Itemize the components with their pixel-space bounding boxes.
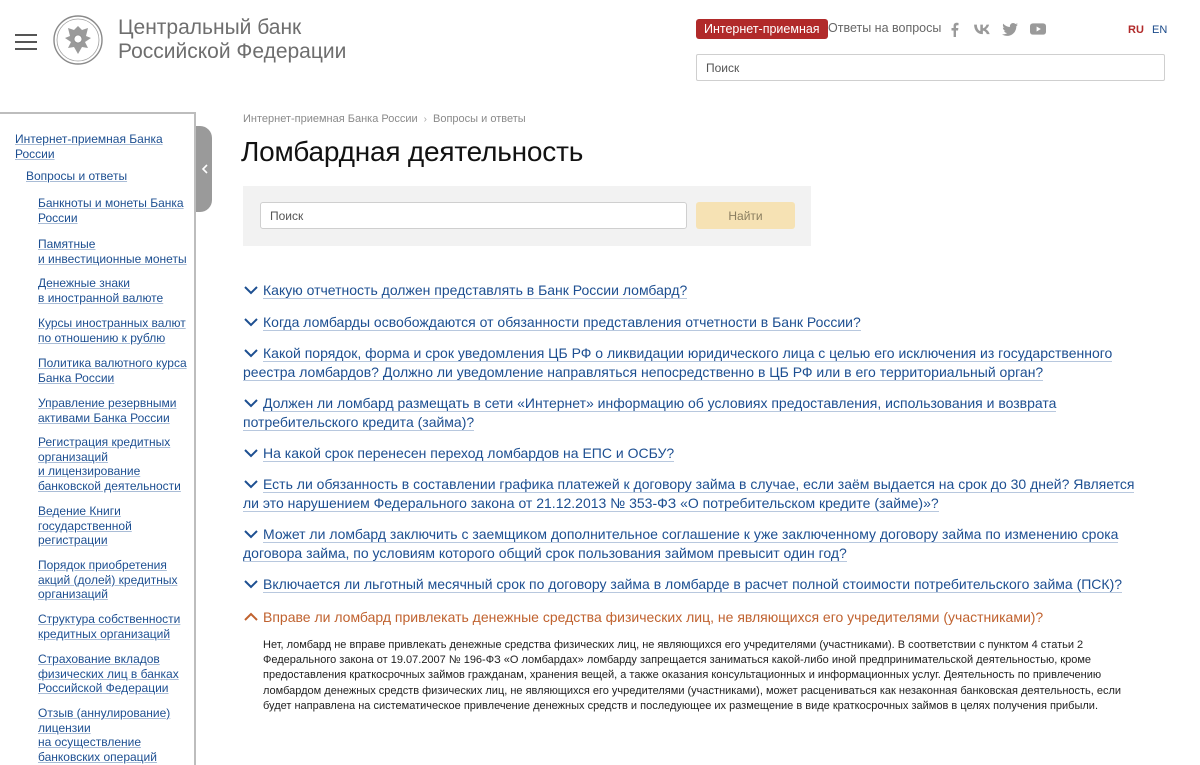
faq-question[interactable] xyxy=(243,475,1143,512)
bank-emblem-icon[interactable] xyxy=(52,14,104,66)
sidebar-item-line: Банкноты и монеты Банка xyxy=(38,196,184,210)
sidebar-item-line: Банка России xyxy=(38,370,115,385)
chevron-down-icon xyxy=(243,578,259,590)
chevron-up-icon xyxy=(243,611,259,623)
faq-question[interactable] xyxy=(243,394,1143,431)
twitter-icon[interactable] xyxy=(1002,21,1018,37)
sidebar-item[interactable] xyxy=(38,316,186,345)
language-ru[interactable]: RU xyxy=(1128,24,1144,36)
breadcrumb-item-faq[interactable]: Вопросы и ответы xyxy=(433,113,526,125)
sidebar-item[interactable] xyxy=(38,196,184,225)
sidebar-item-line: России xyxy=(38,210,78,225)
sidebar-item-line: Вопросы и ответы xyxy=(26,169,128,183)
bank-name[interactable] xyxy=(118,16,346,64)
chevron-down-icon xyxy=(243,478,259,490)
internet-reception-button[interactable]: Интернет-приемная xyxy=(696,19,828,39)
sidebar-item-line: Порядок приобретения xyxy=(38,558,167,572)
faq-question[interactable] xyxy=(243,444,1143,463)
chevron-down-icon xyxy=(243,528,259,540)
sidebar-item-line: организаций xyxy=(38,587,108,601)
faq-item xyxy=(243,575,1143,594)
page-title: Ломбардная деятельность xyxy=(241,136,584,167)
menu-icon[interactable] xyxy=(15,34,37,50)
sidebar-item[interactable] xyxy=(38,652,179,696)
sidebar-item[interactable] xyxy=(38,356,187,385)
sidebar-item-line: акций (долей) кредитных xyxy=(38,572,178,587)
faq-question-text: Есть ли обязанность в составлении графика платежей к договору займа в случае, если заём выдается на срок до 30 дней? Является ли это нарушением Федерального закона от 21.12.2013 № 353-ФЗ «О потребительском кредите (займе)»? xyxy=(243,476,1135,511)
sidebar-item[interactable] xyxy=(38,396,176,425)
sidebar-item[interactable] xyxy=(38,504,132,548)
faq-answer: Нет, ломбард не вправе привлекать денежные средства физических лиц, не являющихся его учредителями (участниками). В соответствии с пунктом 4 статьи 2 Федерального закона от 19.07.2007 № 196-ФЗ «О ломбардах» ломбарду запрещается заниматься какой-либо иной предпринимательской деятельностью, кроме предоставления краткосрочных займов гражданам, хранения вещей, а также оказания консультационных и информационных услуг. Деятельность по привлечению ломбардом денежных средств физических лиц, не являющихся его учредителями (участниками), может расцениваться как незаконная банковская деятельность, если будет направлена на систематическое привлечение денежных средств и последующее их размещение в виде краткосрочных займов в целях получения прибыли. xyxy=(263,639,1122,712)
sidebar-item[interactable] xyxy=(38,706,170,764)
sidebar-item[interactable] xyxy=(38,237,187,266)
sidebar-item-line: по отношению к рублю xyxy=(38,330,166,345)
sidebar-item-line: Страхование вкладов xyxy=(38,652,160,666)
vk-icon[interactable] xyxy=(974,21,990,37)
sidebar-item-line: на осуществление xyxy=(38,735,141,749)
faq-question-text: Какую отчетность должен представлять в Банк России ломбард? xyxy=(263,282,688,298)
faq-question-text: На какой срок перенесен переход ломбардов на ЕПС и ОСБУ? xyxy=(263,445,675,461)
faq-item xyxy=(243,394,1143,431)
faq-question[interactable] xyxy=(243,313,1143,332)
chevron-right-icon: › xyxy=(423,113,428,125)
faq-item xyxy=(243,444,1143,463)
faq-item xyxy=(243,344,1143,381)
sidebar-item-line: и инвестиционные монеты xyxy=(38,251,187,266)
sidebar-item[interactable] xyxy=(38,276,163,305)
chevron-down-icon xyxy=(243,316,259,328)
faq-question-text: Может ли ломбард заключить с заемщиком дополнительное соглашение к уже заключенному договору займа по изменению срока договора займа, по условиям которого общий срок пользования займом превысит один год? xyxy=(243,526,1119,561)
sidebar-item-line: России xyxy=(15,146,55,161)
breadcrumb-item-reception[interactable]: Интернет-приемная Банка России xyxy=(243,113,418,125)
bank-name-line2: Российской Федерации xyxy=(118,40,347,63)
facebook-icon[interactable] xyxy=(946,21,962,37)
faq-item xyxy=(243,608,1143,627)
faq-item xyxy=(243,313,1143,332)
sidebar-item-line: Российской Федерации xyxy=(38,681,169,695)
faq-question[interactable] xyxy=(243,344,1143,381)
faq-question-text: Какой порядок, форма и срок уведомления ЦБ РФ о ликвидации юридического лица с целью его исключения из государственного реестра ломбардов? Должно ли уведомление направляться непосредственно в ЦБ РФ или в его территориальный орган? xyxy=(243,345,1113,380)
breadcrumb xyxy=(243,113,526,125)
chevron-left-icon xyxy=(201,164,208,174)
sidebar-item-line: и лицензирование xyxy=(38,464,141,478)
sidebar-item-line: Отзыв (аннулирование) xyxy=(38,706,171,720)
sidebar-item-line: Денежные знаки xyxy=(38,276,131,290)
language-en[interactable]: EN xyxy=(1152,24,1168,36)
sidebar-item-line: физических лиц в банках xyxy=(38,666,179,681)
sidebar-item[interactable] xyxy=(38,558,177,602)
faq-question[interactable] xyxy=(243,281,1143,300)
chevron-down-icon xyxy=(243,347,259,359)
sidebar-item-line: Памятные xyxy=(38,237,96,251)
sidebar-item[interactable] xyxy=(38,612,180,641)
chevron-down-icon xyxy=(243,447,259,459)
sidebar-toggle[interactable] xyxy=(196,126,212,212)
sidebar-item-line: Политика валютного курса xyxy=(38,356,187,370)
sidebar xyxy=(0,112,196,765)
sidebar-item-line: Управление резервными xyxy=(38,396,177,410)
sidebar-item-line: Курсы иностранных валют xyxy=(38,316,186,330)
faq-link[interactable]: Ответы на вопросы xyxy=(828,21,942,35)
bank-name-line1: Центральный банк xyxy=(118,16,302,39)
sidebar-item-line: Интернет-приемная Банка xyxy=(15,132,163,146)
faq-question[interactable] xyxy=(243,525,1143,562)
header-search-input[interactable] xyxy=(696,54,1165,81)
find-button[interactable]: Найти xyxy=(696,202,795,229)
sidebar-item[interactable] xyxy=(26,169,127,184)
faq-question-text: Должен ли ломбард размещать в сети «Интернет» информацию об условиях предоставления, использования и возврата потребительского кредита (займа)? xyxy=(243,395,1057,430)
sidebar-item-line: Структура собственности xyxy=(38,612,181,626)
youtube-icon[interactable] xyxy=(1030,21,1046,37)
chevron-down-icon xyxy=(243,284,259,296)
faq-search-input[interactable] xyxy=(260,202,687,229)
faq-question[interactable] xyxy=(243,575,1143,594)
sidebar-item-line: регистрации xyxy=(38,533,108,547)
sidebar-item[interactable] xyxy=(38,435,181,493)
sidebar-item-line: в иностранной валюте xyxy=(38,290,164,305)
sidebar-item-line: банковской деятельности xyxy=(38,478,181,493)
faq-item xyxy=(243,525,1143,562)
sidebar-item-line: кредитных организаций xyxy=(38,626,171,641)
sidebar-item-line: банковских операций xyxy=(38,749,157,764)
sidebar-item-line: активами Банка России xyxy=(38,410,170,425)
sidebar-item[interactable] xyxy=(15,132,163,161)
faq-item xyxy=(243,281,1143,300)
sidebar-item-line: Ведение Книги xyxy=(38,504,121,518)
sidebar-item-line: государственной xyxy=(38,518,132,533)
search-panel xyxy=(243,186,811,246)
sidebar-item-line: лицензии xyxy=(38,720,91,735)
faq-question-text: Включается ли льготный месячный срок по договору займа в ломбарде в расчет полной стоимости потребительского займа (ПСК)? xyxy=(263,576,1123,592)
sidebar-item-line: Регистрация кредитных xyxy=(38,435,171,449)
faq-question[interactable] xyxy=(243,608,1143,627)
sidebar-item-line: организаций xyxy=(38,449,108,464)
faq-question-text: Когда ломбарды освобождаются от обязанности представления отчетности в Банк России? xyxy=(263,314,861,330)
faq-question-text: Вправе ли ломбард привлекать денежные средства физических лиц, не являющихся его учредителями (участниками)? xyxy=(263,609,1044,625)
faq-item xyxy=(243,475,1143,512)
chevron-down-icon xyxy=(243,397,259,409)
